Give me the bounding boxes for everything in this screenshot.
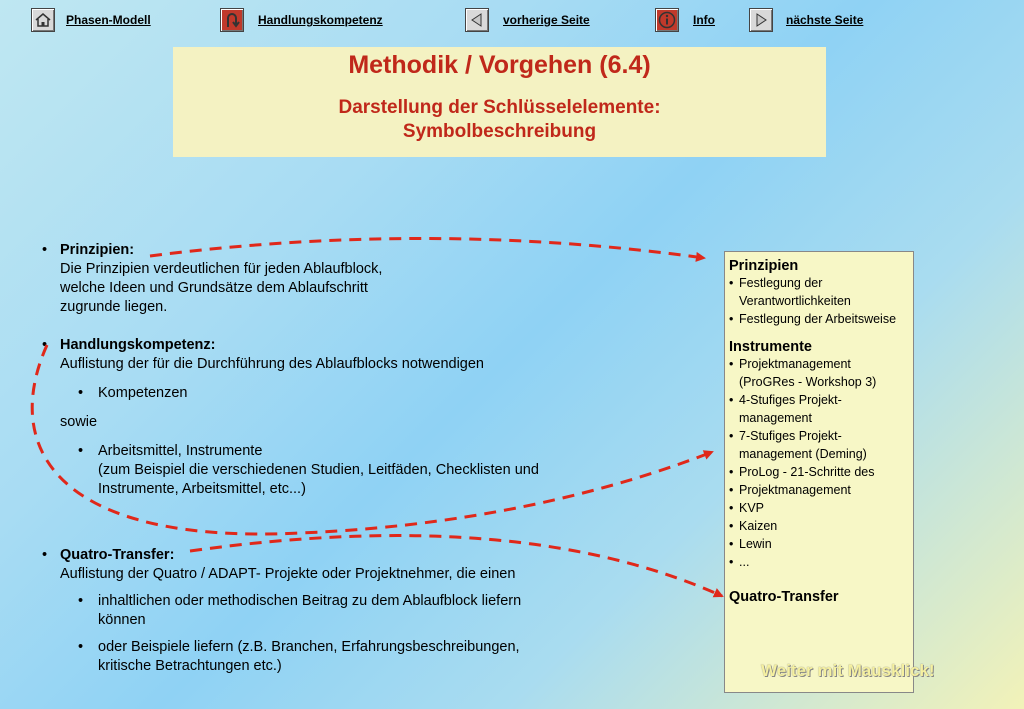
weiter-mit-mausklick-link[interactable]: Weiter mit Mausklick! (761, 661, 935, 680)
handlungskompetenz-nav-button[interactable] (220, 8, 244, 32)
item-arbeitsmittel-1: Arbeitsmittel, Instrumente (98, 443, 263, 459)
title-box (173, 47, 826, 157)
nav-link-info[interactable]: Info (693, 13, 715, 27)
symbol-box (724, 251, 914, 693)
subtitle-line-1: Darstellung der Schlüsselelemente: (338, 97, 661, 118)
bullet: • (78, 639, 84, 655)
list-item (729, 463, 913, 481)
list-item (60, 384, 622, 403)
info-nav-button[interactable] (655, 8, 679, 32)
bullet: • (78, 593, 84, 609)
prinzipien-text-2: welche Ideen und Grundsätze dem Ablaufschritt (60, 280, 368, 296)
list-item-text: (ProGRes - Workshop 3) (739, 375, 877, 389)
prinzipien-text-3: zugrunde liegen. (60, 299, 168, 315)
nav-link-vorherige-seite[interactable]: vorherige Seite (503, 13, 590, 27)
list-item (729, 427, 913, 463)
previous-nav-button[interactable] (465, 8, 489, 32)
list-item-text: Verantwortlichkeiten (739, 294, 851, 308)
list-item-text: • Festlegung der (739, 276, 823, 290)
section-prinzipien (42, 241, 602, 317)
list-item (729, 517, 913, 535)
list-item-text: • Projektmanagement (739, 483, 851, 497)
list-item-text: • Festlegung der Arbeitsweise (739, 312, 897, 326)
list-item (729, 355, 913, 391)
list-item (729, 481, 913, 499)
quatro-item-2-line-1: oder Beispiele liefern (z.B. Branchen, Erfahrungsbeschreibungen, (98, 639, 520, 655)
quatro-item-2-line-2: kritische Betrachtungen etc.) (98, 658, 282, 674)
box-prinzipien-list (729, 274, 913, 328)
box-quatro-heading: Quatro-Transfer (729, 589, 839, 605)
bullet: • (78, 443, 84, 459)
quatro-heading: Quatro-Transfer: (60, 547, 175, 563)
triangle-right-icon (749, 8, 773, 32)
handlungskompetenz-text: Auflistung der für die Durchführung des Ablaufblocks notwendigen (60, 356, 484, 372)
list-item-text: management (Deming) (739, 447, 867, 461)
section-handlungskompetenz (42, 336, 622, 499)
list-item-text: • Kaizen (739, 519, 778, 533)
list-item (729, 274, 913, 310)
quatro-item-1-line-2: können (98, 612, 146, 628)
bullet: • (42, 547, 48, 563)
nav-link-naechste-seite[interactable]: nächste Seite (786, 13, 864, 27)
list-item (60, 638, 622, 676)
list-item (729, 553, 913, 571)
item-arbeitsmittel-3: Instrumente, Arbeitsmittel, etc...) (98, 481, 306, 497)
list-item (729, 499, 913, 517)
bullet: • (78, 385, 84, 401)
home-nav-button[interactable] (31, 8, 55, 32)
subtitle-line-2: Symbolbeschreibung (402, 121, 597, 142)
info-icon (655, 8, 679, 32)
handlungskompetenz-heading: Handlungskompetenz: (60, 337, 216, 353)
item-arbeitsmittel-2: (zum Beispiel die verschiedenen Studien, Leitfäden, Checklisten und (98, 462, 539, 478)
next-nav-button[interactable] (749, 8, 773, 32)
nav-link-handlungskompetenz[interactable]: Handlungskompetenz (258, 13, 383, 27)
list-item (60, 442, 622, 499)
sowie-text: sowie (60, 414, 98, 430)
bullet: • (42, 337, 48, 353)
bullet: • (42, 242, 48, 258)
box-prinzipien-heading: Prinzipien (729, 258, 799, 274)
prinzipien-heading: Prinzipien: (60, 242, 135, 258)
section-quatro-transfer (42, 546, 622, 676)
item-kompetenzen: Kompetenzen (98, 385, 188, 401)
list-item-text: • ... (739, 555, 750, 569)
list-item (729, 391, 913, 427)
page-title: Methodik / Vorgehen (6.4) (348, 51, 651, 79)
nav-link-phasen-modell[interactable]: Phasen-Modell (66, 13, 151, 27)
quatro-item-1-line-1: inhaltlichen oder methodischen Beitrag zu dem Ablaufblock liefern (98, 593, 522, 609)
list-item-text: management (739, 411, 812, 425)
list-item-text: • Lewin (739, 537, 772, 551)
u-turn-icon (220, 8, 244, 32)
list-item-text: • Projektmanagement (739, 357, 851, 371)
list-item-text: • 7-Stufiges Projekt- (739, 429, 842, 443)
box-instrumente-heading: Instrumente (729, 339, 812, 355)
quatro-text: Auflistung der Quatro / ADAPT- Projekte oder Projektnehmer, die einen (60, 566, 516, 582)
page-subtitle (173, 96, 826, 144)
triangle-left-icon (465, 8, 489, 32)
list-item (729, 535, 913, 553)
list-item-text: • ProLog - 21-Schritte des (739, 465, 875, 479)
list-item (729, 310, 913, 328)
list-item-text: • 4-Stufiges Projekt- (739, 393, 842, 407)
prinzipien-text-1: Die Prinzipien verdeutlichen für jeden Ablaufblock, (60, 261, 383, 277)
list-item (60, 592, 622, 630)
home-icon (31, 8, 55, 32)
list-item-text: • KVP (739, 501, 765, 515)
box-instrumente-list (729, 355, 913, 571)
